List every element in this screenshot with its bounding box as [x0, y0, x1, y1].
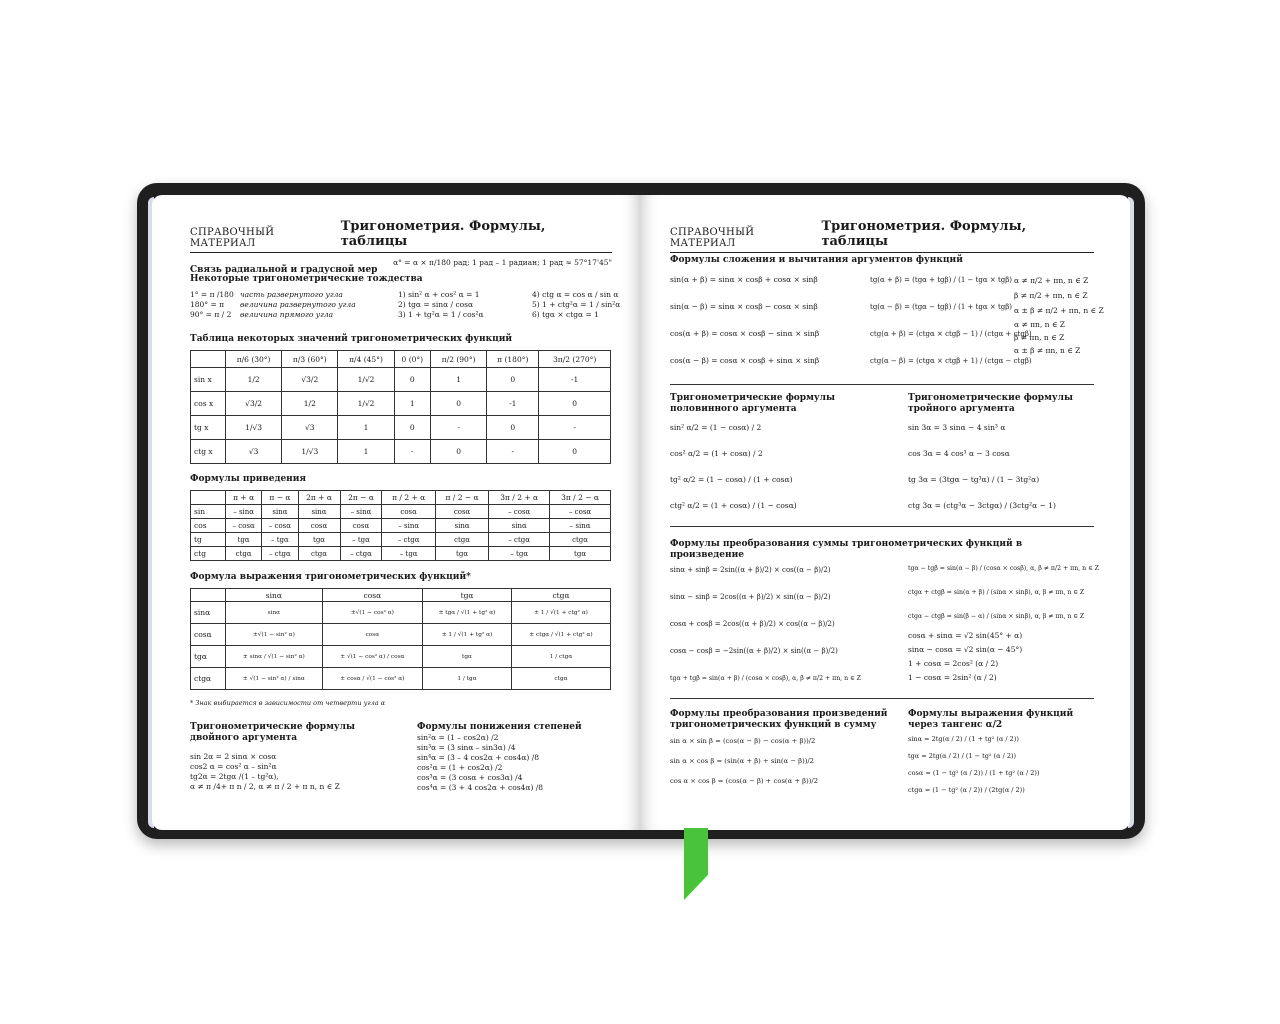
- table-cell: sinα: [435, 519, 488, 533]
- table-cell: – tgα: [489, 547, 550, 561]
- table-cell: – cosα: [489, 505, 550, 519]
- table-cell: – ctgα: [382, 533, 435, 547]
- table-cell: ± tgα / √(1 + tg² α): [423, 602, 512, 624]
- identities-col2: часть развернутого угла величина развернутого угла величина прямого угла: [240, 290, 356, 319]
- left-page: [152, 195, 640, 830]
- right-page: [640, 195, 1130, 830]
- table-cell: sinα: [489, 519, 550, 533]
- identities-col3: 1) sin² α + cos² α = 1 2) tgα = sinα / cosα 3) 1 + tg²α = 1 / cos²α: [398, 290, 484, 319]
- page-title: Тригонометрия. Формулы, таблицы: [821, 219, 1027, 249]
- expression-heading: Формула выражения тригонометрических функций*: [190, 572, 471, 582]
- left-page-header: [190, 219, 612, 253]
- expression-table: [190, 588, 611, 690]
- table-cell: -1: [487, 392, 539, 416]
- table-cell: 1 / tgα: [423, 668, 512, 690]
- table-cell: 0: [431, 392, 487, 416]
- table-cell: -1: [539, 368, 611, 392]
- table-cell: -: [394, 440, 430, 464]
- table-cell: tgα: [435, 547, 488, 561]
- table-header-cell: sinα: [226, 589, 323, 602]
- table-cell: 0: [539, 392, 611, 416]
- table-row: [191, 440, 611, 464]
- table-cell: cosα: [298, 519, 340, 533]
- sum-to-product-col1: sinα + sinβ = 2sin((α + β)/2) × cos((α − β)/2) sinα − sinβ = 2cos((α + β)/2) × sin((α − β)/2) cosα + cosβ = 2cos((α + β)/2) × cos((α − β)/2) cosα − cosβ = −2sin((α + β)/2) × sin((α − β)/2) tgα + tgβ = sin(α + β) / (cosα × cosβ), α, β ≠ π/2 + πn, n ∈ Z: [670, 566, 861, 682]
- table-cell: tgα: [423, 646, 512, 668]
- table-cell: – sinα: [340, 505, 382, 519]
- bookmark-ribbon[interactable]: [684, 828, 708, 900]
- table-header-cell: 3π/2 (270°): [539, 351, 611, 368]
- table-header-cell: 3π / 2 + α: [489, 491, 550, 505]
- table-row: [191, 602, 611, 624]
- table-cell: sinα: [262, 505, 298, 519]
- sum-to-product-heading: Формулы преобразования суммы тригонометрических функций в произведение: [670, 539, 1023, 560]
- table-cell: ctgα: [298, 547, 340, 561]
- power-section: Формулы понижения степеней sin²α = (1 – cos2α) /2 sin³α = (3 sinα – sin3α) /4 sin⁴α = (3 – 4 cos2α + cos4α) /8 cos²α = (1 + cos2α) /2 cos³α = (3 cosα + cos3α) /4 cos⁴α = (3 + 4 cos2α + cos4α) /8: [417, 722, 582, 792]
- addition-heading: Формулы сложения и вычитания аргументов функций: [670, 255, 963, 265]
- double-section: Тригонометрические формулы двойного аргумента sin 2α = 2 sinα × cosα cos2 α = cos² α – sin²α tg2α = 2tgα /(1 – tg²α), α ≠ π /4+ π n / 2, α ≠ π / 2 + π n, n ∈ Z: [190, 722, 356, 791]
- table-cell: tgα: [298, 533, 340, 547]
- table-cell: 1/√3: [282, 440, 338, 464]
- table-cell: √3: [282, 416, 338, 440]
- table-row: [191, 392, 611, 416]
- row-label-cell: cos x: [191, 392, 226, 416]
- table-cell: ±√(1 − cos² α): [322, 602, 422, 624]
- table-cell: cosα: [322, 624, 422, 646]
- table-header-cell: π − α: [262, 491, 298, 505]
- table-cell: 1/√3: [226, 416, 282, 440]
- table-header-cell: 2π + α: [298, 491, 340, 505]
- table-cell: cosα: [382, 505, 435, 519]
- identities-col1: 1° = π /180 180° = π 90° = π / 2: [190, 290, 234, 319]
- table-cell: 1/√2: [338, 392, 394, 416]
- table-header-cell: 3π / 2 − α: [550, 491, 611, 505]
- product-to-sum-section: Формулы преобразования произведений тригонометрических функций в сумму sin α × sin β = (cos(α − β) − cos(α + β))/2 sin α × cos β = (sin(α + β) + sin(α − β))/2 cos α × cos β = (cos(α − β) + cos(α + β))/2: [670, 709, 888, 785]
- table-cell: – sinα: [382, 519, 435, 533]
- table-header-cell: π/4 (45°): [338, 351, 394, 368]
- radian-heading: Связь радиальной и градусной мер: [190, 265, 378, 275]
- table-cell: ctgα: [226, 547, 262, 561]
- expression-note: * Знак выбирается в зависимости от четверти угла α: [190, 699, 386, 707]
- table-cell: 0: [431, 440, 487, 464]
- table-cell: ctgα: [550, 533, 611, 547]
- table-header-row: [191, 589, 611, 602]
- table-header-row: [191, 351, 611, 368]
- row-label-cell: cosα: [191, 624, 226, 646]
- table-cell: 1: [394, 392, 430, 416]
- table-cell: √3/2: [282, 368, 338, 392]
- triple-section: Тригонометрические формулы тройного аргумента sin 3α = 3 sinα − 4 sin³ α cos 3α = 4 cos³ α − 3 cosα tg 3α = (3tgα − tg³α) / (1 − 3tg²α) ctg 3α = (ctg³α − 3ctgα) / (3ctg²α − 1): [908, 393, 1074, 510]
- table-cell: – cosα: [550, 505, 611, 519]
- table-header-cell: π/2 (90°): [431, 351, 487, 368]
- table-cell: cosα: [340, 519, 382, 533]
- table-cell: 0: [487, 368, 539, 392]
- table-cell: – tgα: [382, 547, 435, 561]
- table-row: [191, 505, 611, 519]
- values-table-wrap: [190, 350, 611, 464]
- divider: [670, 698, 1094, 699]
- table-cell: – tgα: [340, 533, 382, 547]
- table-cell: -: [487, 440, 539, 464]
- table-header-cell: π / 2 − α: [435, 491, 488, 505]
- addition-col2: tg(α + β) = (tgα + tgβ) / (1 − tgα × tgβ) tg(α − β) = (tgα − tgβ) / (1 + tgα × tgβ) ctg(α + β) = (ctgα × ctgβ − 1) / (ctgα + ctgβ) ctg(α − β) = (ctgα × ctgβ + 1) / (ctgα − ctgβ): [870, 276, 1032, 365]
- table-header-cell: cosα: [322, 589, 422, 602]
- table-cell: 1/2: [226, 368, 282, 392]
- reduction-heading: Формулы приведения: [190, 474, 307, 484]
- table-cell: – ctgα: [262, 547, 298, 561]
- half-section: Тригонометрические формулы половинного аргумента sin² α/2 = (1 − cosα) / 2 cos² α/2 = (1 + cosα) / 2 tg² α/2 = (1 − cosα) / (1 + cosα) ctg² α/2 = (1 + cosα) / (1 − cosα): [670, 393, 836, 510]
- table-cell: – sinα: [550, 519, 611, 533]
- table-cell: ctgα: [512, 668, 611, 690]
- table-header-cell: 0 (0°): [394, 351, 430, 368]
- table-cell: 0: [394, 416, 430, 440]
- table-cell: 0: [394, 368, 430, 392]
- expression-table-wrap: [190, 588, 611, 690]
- row-label-cell: tgα: [191, 646, 226, 668]
- table-row: [191, 533, 611, 547]
- table-header-cell: π (180°): [487, 351, 539, 368]
- table-cell: ± √(1 − cos² α) / cosα: [322, 646, 422, 668]
- table-cell: 1 / ctgα: [512, 646, 611, 668]
- row-label-cell: tg x: [191, 416, 226, 440]
- table-cell: 1: [338, 416, 394, 440]
- row-label-cell: sin: [191, 505, 226, 519]
- table-header-cell: π / 2 + α: [382, 491, 435, 505]
- table-cell: ± √(1 − sin² α) / sinα: [226, 668, 323, 690]
- table-cell: ±√(1 − sin² α): [226, 624, 323, 646]
- reduction-table-wrap: [190, 490, 611, 561]
- table-cell: 0: [487, 416, 539, 440]
- identities-col4: 4) ctg α = cos α / sin α 5) 1 + ctg²α = 1 / sin²α 6) tgα × ctgα = 1: [532, 290, 621, 319]
- table-row: [191, 624, 611, 646]
- section-label: СПРАВОЧНЫЙ МАТЕРИАЛ: [670, 227, 755, 249]
- table-header-cell: π + α: [226, 491, 262, 505]
- row-label-cell: ctg: [191, 547, 226, 561]
- table-row: [191, 547, 611, 561]
- reduction-table: [190, 490, 611, 561]
- table-cell: – cosα: [226, 519, 262, 533]
- table-cell: ± 1 / √(1 + ctg² α): [512, 602, 611, 624]
- tangent-section: Формулы выражения функций через тангенс α/2 sinα = 2tg(α / 2) / (1 + tg² (α / 2)) tgα = 2tg(α / 2) / (1 − tg² (α / 2)) cosα = (1 − tg² (α / 2)) / (1 + tg² (α / 2)) ctgα = (1 − tg² (α / 2)) / (2tg(α / 2)): [908, 709, 1074, 794]
- table-cell: -: [431, 416, 487, 440]
- table-header-cell: [191, 491, 226, 505]
- table-header-cell: π/3 (60°): [282, 351, 338, 368]
- table-cell: 1: [338, 440, 394, 464]
- radian-formula: α° = α × π/180 рад; 1 рад – 1 радиан; 1 рад ≈ 57°17'45": [393, 258, 612, 267]
- table-row: [191, 646, 611, 668]
- table-row: [191, 416, 611, 440]
- table-cell: ± cosα / √(1 − cos² α): [322, 668, 422, 690]
- section-label: СПРАВОЧНЫЙ МАТЕРИАЛ: [190, 227, 275, 249]
- table-cell: – tgα: [262, 533, 298, 547]
- table-cell: sinα: [226, 602, 323, 624]
- table-cell: tgα: [550, 547, 611, 561]
- table-cell: ± 1 / √(1 + tg² α): [423, 624, 512, 646]
- table-header-cell: 2π − α: [340, 491, 382, 505]
- table-header-cell: [191, 351, 226, 368]
- divider: [670, 526, 1094, 527]
- row-label-cell: tg: [191, 533, 226, 547]
- table-header-cell: [191, 589, 226, 602]
- sum-to-product-col2: tgα − tgβ = sin(α − β) / (cosα × cosβ), α, β ≠ π/2 + πn, n ∈ Z ctgα + ctgβ = sin(α + β) / (sinα × sinβ), α, β ≠ πn, n ∈ Z ctgα − ctgβ = sin(β − α) / (sinα × sinβ), α, β ≠ πn, n ∈ Z cosα + sinα = √2 sin(45° + α) sinα − cosα = √2 sin(α − 45°) 1 + cosα = 2cos² (α / 2) 1 − cosα = 2sin² (α / 2): [908, 565, 1099, 682]
- table-cell: 0: [539, 440, 611, 464]
- row-label-cell: ctg x: [191, 440, 226, 464]
- table-cell: √3/2: [226, 392, 282, 416]
- table-row: [191, 519, 611, 533]
- addition-col3: α ≠ π/2 + πn, n ∈ Z β ≠ π/2 + πn, n ∈ Z α ± β ≠ π/2 + πn, n ∈ Z α ≠ πn, n ∈ Z β ≠ πn, n ∈ Z α ± β ≠ πn, n ∈ Z: [1014, 276, 1104, 355]
- table-header-cell: π/6 (30°): [226, 351, 282, 368]
- row-label-cell: sinα: [191, 602, 226, 624]
- table-header-cell: ctgα: [512, 589, 611, 602]
- table-row: [191, 368, 611, 392]
- table-cell: ± ctgα / √(1 + ctg² α): [512, 624, 611, 646]
- row-label-cell: sin x: [191, 368, 226, 392]
- table-cell: ± sinα / √(1 − sin² α): [226, 646, 323, 668]
- table-cell: 1/√2: [338, 368, 394, 392]
- addition-col1: sin(α + β) = sinα × cosβ + cosα × sinβ sin(α − β) = sinα × cosβ − cosα × sinβ cos(α + β) = cosα × cosβ − sinα × sinβ cos(α − β) = cosα × cosβ + sinα × sinβ: [670, 275, 820, 365]
- table-cell: tgα: [226, 533, 262, 547]
- values-table: [190, 350, 611, 464]
- table-header-row: [191, 491, 611, 505]
- identities-heading: Некоторые тригонометрические тождества: [190, 274, 423, 284]
- row-label-cell: cos: [191, 519, 226, 533]
- table-cell: √3: [226, 440, 282, 464]
- table-cell: 1: [431, 368, 487, 392]
- row-label-cell: ctgα: [191, 668, 226, 690]
- table-cell: ctgα: [435, 533, 488, 547]
- table-cell: – ctgα: [489, 533, 550, 547]
- table-cell: sinα: [298, 505, 340, 519]
- divider: [670, 384, 1094, 385]
- table-cell: – cosα: [262, 519, 298, 533]
- table-cell: – sinα: [226, 505, 262, 519]
- table-cell: – ctgα: [340, 547, 382, 561]
- table-cell: -: [539, 416, 611, 440]
- table-row: [191, 668, 611, 690]
- page-title: Тригонометрия. Формулы, таблицы: [340, 219, 546, 249]
- values-table-heading: Таблица некоторых значений тригонометрических функций: [190, 334, 513, 344]
- right-page-header: [670, 219, 1094, 253]
- table-header-cell: tgα: [423, 589, 512, 602]
- table-cell: cosα: [435, 505, 488, 519]
- table-cell: 1/2: [282, 392, 338, 416]
